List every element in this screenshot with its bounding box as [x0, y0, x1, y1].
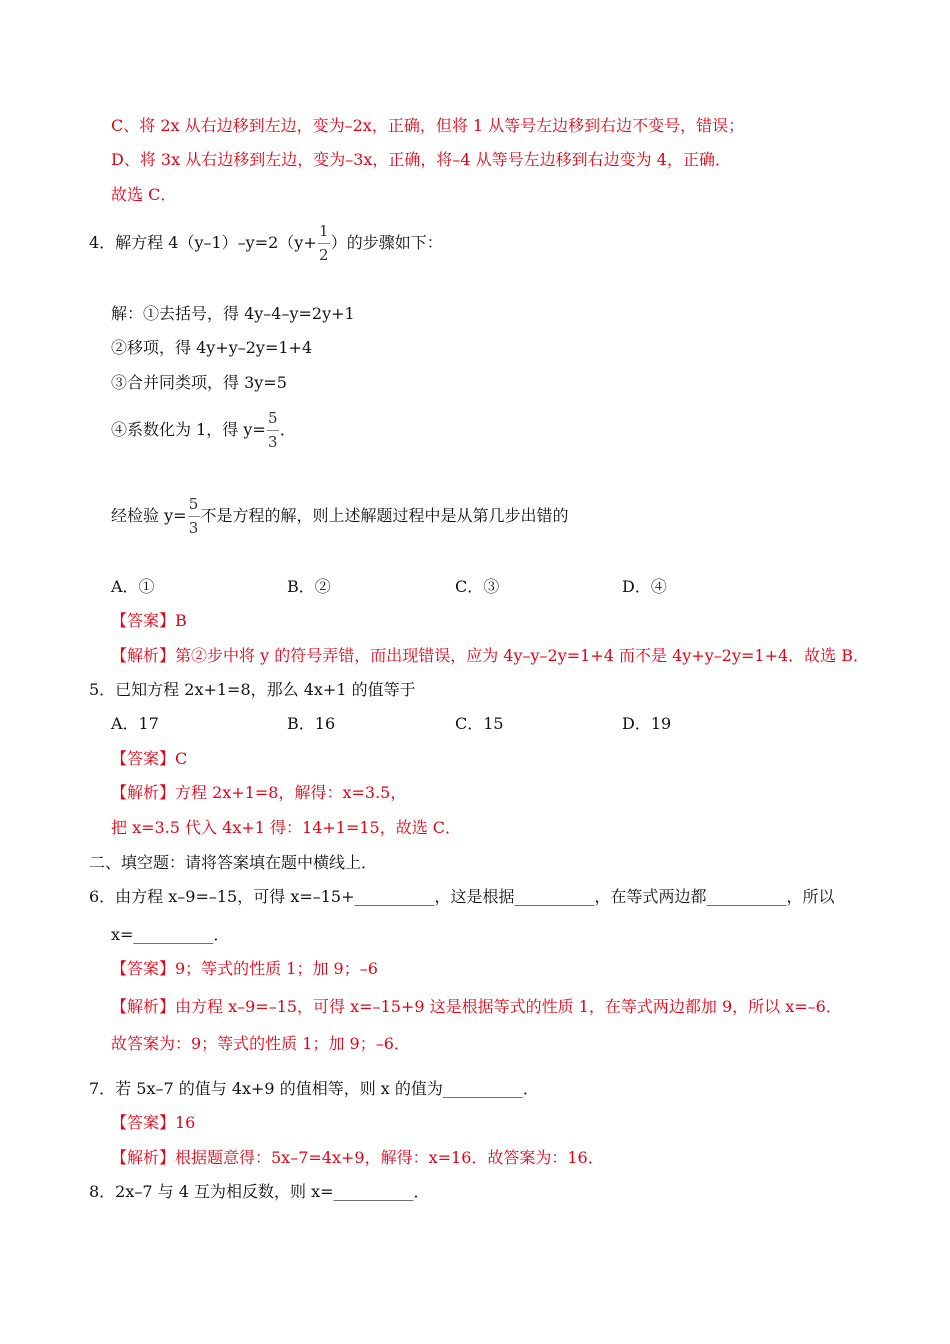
q6-answer: 【答案】9；等式的性质 1；加 9；–6 [111, 959, 378, 978]
q4-step4-text: ④系数化为 1，得 y= [111, 420, 266, 439]
q4-step4-fraction: $\frac{5}{3}$ [268, 409, 278, 451]
q6-explanation-1: 【解析】由方程 x–9=–15，可得 x=–15+9 这是根据等式的性质 1，在等式两边都加 9，所以 x=–6． [111, 997, 842, 1016]
q4-stem-text-end: ）的步骤如下： [330, 233, 443, 252]
q4-step4 [111, 409, 296, 451]
q4-stem-fraction: $\frac{1}{2}$ [318, 222, 329, 264]
section2-title: 二、填空题：请将答案填在题中横线上． [89, 853, 378, 872]
q4-option-b[interactable]: B．② [287, 577, 331, 596]
q5-explanation-1: 【解析】方程 2x+1=8，解得：x=3.5， [111, 783, 407, 802]
q3-conclusion: 故选 C． [111, 185, 177, 204]
q4-check-fraction: $\frac{5}{3}$ [188, 495, 199, 537]
q4-stem [89, 222, 443, 264]
q4-check [111, 495, 569, 537]
q4-step1: 解：①去括号，得 4y–4–y=2y+1 [111, 304, 355, 323]
q5-explanation-2: 把 x=3.5 代入 4x+1 得：14+1=15，故选 C． [111, 818, 462, 837]
q6-stem-2: x=__________． [111, 925, 230, 944]
q5-option-c[interactable]: C．15 [455, 714, 504, 733]
q5-option-a[interactable]: A．17 [111, 714, 159, 733]
q4-step4-text-end: ． [279, 420, 296, 439]
q4-step3: ③合并同类项，得 3y=5 [111, 373, 287, 392]
q4-check-text-end: 不是方程的解，则上述解题过程中是从第几步出错的 [200, 506, 569, 525]
q4-step2: ②移项，得 4y+y–2y=1+4 [111, 338, 313, 357]
q4-check-text: 经检验 y= [111, 506, 187, 525]
q5-option-b[interactable]: B．16 [287, 714, 336, 733]
q7-explanation: 【解析】根据题意得：5x–7=4x+9，解得：x=16．故答案为：16． [111, 1148, 604, 1167]
q5-option-d[interactable]: D．19 [622, 714, 672, 733]
q8-stem: 8．2x–7 与 4 互为相反数，则 x=__________． [89, 1182, 430, 1201]
q4-option-a[interactable]: A．① [111, 577, 155, 596]
q3-explanation-c: C、将 2x 从右边移到左边，变为–2x，正确，但将 1 从等号左边移到右边不变号，错误； [111, 116, 745, 135]
q4-stem-text: 4．解方程 4（y–1）–y=2（y+ [89, 233, 317, 252]
q3-explanation-d: D、将 3x 从右边移到左边，变为–3x，正确，将–4 从等号左边移到右边变为 4，正确． [111, 150, 731, 169]
q4-option-c[interactable]: C．③ [455, 577, 500, 596]
q6-stem-1: 6．由方程 x–9=–15，可得 x=–15+__________，这是根据__________，在等式两边都__________，所以 [89, 887, 835, 906]
q7-answer: 【答案】16 [111, 1113, 196, 1132]
q4-answer: 【答案】B [111, 611, 187, 630]
q4-explanation: 【解析】第②步中将 y 的符号弄错，而出现错误，应为 4y–y–2y=1+4 而不是 4y+y–2y=1+4．故选 B． [111, 646, 870, 665]
q5-stem: 5．已知方程 2x+1=8，那么 4x+1 的值等于 [89, 680, 416, 699]
q6-explanation-2: 故答案为：9；等式的性质 1；加 9；–6． [111, 1034, 410, 1053]
q5-answer: 【答案】C [111, 749, 188, 768]
q4-option-d[interactable]: D．④ [622, 577, 667, 596]
q7-stem: 7．若 5x–7 的值与 4x+9 的值相等，则 x 的值为__________． [89, 1079, 539, 1098]
